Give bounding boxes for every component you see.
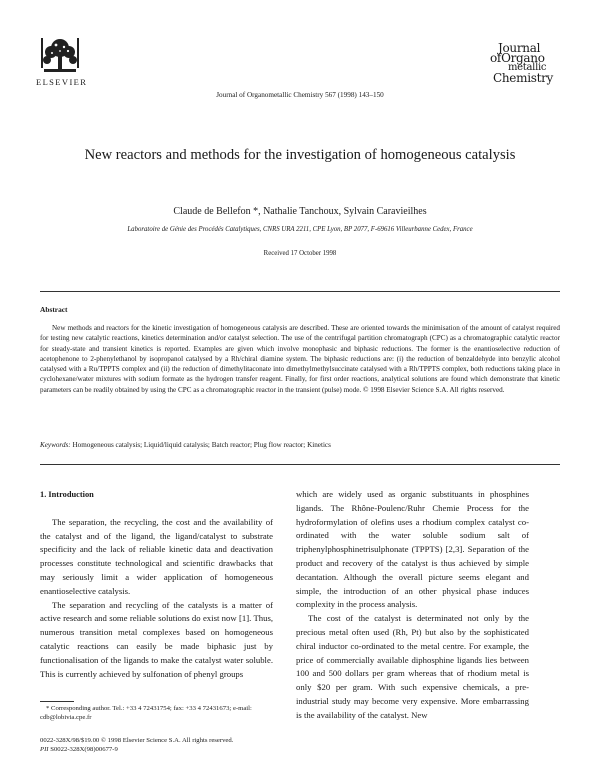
copyright-block [40, 736, 233, 755]
keywords-label: Keywords: [40, 441, 71, 449]
article-title: New reactors and methods for the investigation of homogeneous catalysis [84, 147, 516, 163]
journal-logo-line: Journal [498, 41, 541, 55]
journal-logo-line: ofOrgano [490, 51, 545, 65]
divider [40, 291, 560, 292]
pii-label: PII [40, 746, 49, 754]
body-paragraph: The separation and recycling of the catalysts is a matter of active research and some reliable solutions do exist now [1]. Thus, numerous transition metal complexes based on homogeneous catalytic reactions can easily be made biphasic just by functionalisation of the ligands to make the catalyst water soluble. This is currently achieved by sulfonation of phenyl groups [40, 599, 273, 679]
body-paragraph: which are widely used as organic substituants in phosphines ligands. The Rhône-Poulenc/Ruhr Chemie Process for the hydroformylation of olefins uses a rhodium complex catalyst co-ordinated with the water soluble sodium salt of triphenylphosphinetrisulphonate (TPPTS) [2,3]. Separation of the product and recovery of the catalyst is thus achieved by simple decantation. Although the overall picture seems elegant and simple, the introduction of an other physical phase induces complexity in the process analysis. [296, 489, 529, 610]
journal-reference: Journal of Organometallic Chemistry 567 (1998) 143–150 [216, 91, 384, 99]
keywords [40, 441, 560, 449]
journal-logo-line: metallic [508, 62, 547, 73]
publisher-name: ELSEVIER [36, 77, 88, 87]
body-paragraph: The separation, the recycling, the cost and the availability of the catalyst and of the ligand, the ligand/catalyst to substrate specificity and the lack of reliable kinetic data and deactivation processes constitute technological and scientific drawbacks that may seriously limit a wider application of homogeneous enantioselective catalysis. [40, 516, 273, 596]
keywords-list: Homogeneous catalysis; Liquid/liquid catalysis; Batch reactor; Plug flow reactor; Kinetics [72, 441, 331, 449]
footnote-divider [40, 701, 74, 702]
section-heading: 1. Introduction [40, 490, 94, 499]
abstract-text: New methods and reactors for the kinetic investigation of homogeneous catalysis are described. These are oriented towards the minimisation of the amount of catalyst required for testing new catalytic reactions, kinetics determination and/or catalyst selection. The use of the centrifugal partition chromatograph (CPC) as a chromatographic catalytic reactor for steady-state and transient kinetics is reported. Examples are given which involve monophasic and biphasic reductions. The former is the enantioselective reduction of acetophenone to 2-phenylethanol by isopropanol catalysed by a Rh/chiral diamine system. The biphasic reductions are: (i) the reduction of benzaldehyde into benzylic alcohol catalysed with a Ru/TPPTS complex and (ii) the reduction of dimethylitaconate into dimethylmethylsuccinate catalysed with a Rh/TPPTS complex, both reductions taking place in cyclohexane/water mixtures with sodium formate as the hydrogen transfer reagent. Finally, for first order reactions, analytical solutions are found which demonstrate that kinetic parameters can be readily obtained by using the CPC as a chromatographic reactor in the transient (pulse) mode. © 1998 Elsevier Science S.A. All rights reserved. [40, 324, 560, 394]
pii-line [40, 745, 233, 754]
corresponding-author-footnote: * Corresponding author. Tel.: +33 4 72431754; fax: +33 4 72431673; e-mail: cdb@lobivia.cpe.fr [40, 705, 252, 722]
body-column-left [40, 488, 273, 681]
abstract-heading: Abstract [40, 305, 68, 314]
elsevier-tree-icon [38, 36, 82, 76]
affiliation: Laboratoire de Génie des Procédés Catalytiques, CNRS URA 2211, CPE Lyon, BP 2077, F-69616 Villeurbanne Cedex, France [127, 226, 473, 233]
pii-value: S0022-328X(98)00677-9 [50, 746, 118, 754]
journal-logo-line: Chemistry [493, 71, 554, 85]
author-list: Claude de Bellefon *, Nathalie Tanchoux, Sylvain Caravieilhes [173, 206, 427, 217]
divider [40, 464, 560, 465]
elsevier-logo [36, 36, 86, 87]
journal-logo [490, 43, 570, 83]
body-paragraph: The cost of the catalyst is determinated not only by the precious metal often used (Rh, Pt) but also by the sophisticated chiral inductor co-ordinated to the metal centre. For example, the price of commercially available diphosphine ligands lies between 100 and 500 dollars per gram whereas that of rhodium metal is only $20 per gram. With such expensive chemicals, a pre-industrial study may become very expensive. More embarrassing is the availability of the catalyst. New [296, 613, 529, 720]
issn-line: 0022-328X/98/$19.00 © 1998 Elsevier Science S.A. All rights reserved. [40, 737, 234, 744]
body-column-right [296, 488, 529, 723]
received-date: Received 17 October 1998 [263, 250, 337, 257]
